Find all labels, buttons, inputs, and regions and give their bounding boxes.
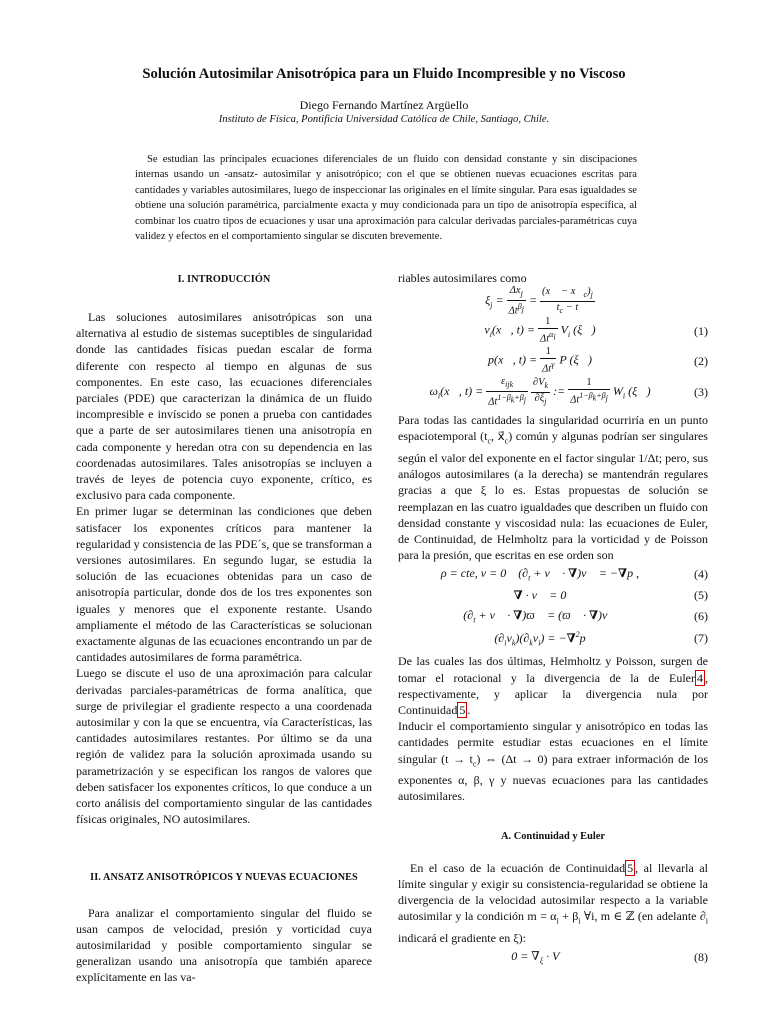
equation-number: (1) bbox=[694, 323, 708, 338]
equation-number: (5) bbox=[694, 587, 708, 602]
equation-4: ρ = cte, ν = 0 ($\partial_t$ + v⃗ · ∇)v⃗ = −∇p , (4) bbox=[440, 566, 708, 583]
equation-number: (2) bbox=[694, 353, 708, 368]
left-column bbox=[76, 270, 372, 1010]
continuity-paragraph: En el caso de la ecuación de Continuidad 5 , al llevarla al límite singular y exigir su consistencia-regularidad se obtiene la divergencia de la velocidad autosimilar respecto a la variable autosimilar y la condición $m = \alpha_i + \beta_i$ ∀i, m ∈ ℤ (en adelante $\partial_i$ indicará el gradiente en ξ): bbox=[398, 860, 709, 945]
equation-1: $v_i(x⃗$, t) = $\frac{1}{\Delta t^{\alpha_i}}$ $V_i$ (ξ⃗) (1) bbox=[484, 316, 708, 345]
ansatz-continuation: riables autosimilares como bbox=[398, 271, 527, 285]
right-column bbox=[398, 270, 708, 1010]
section-title-introduccion: I. INTRODUCCIÓN bbox=[177, 274, 271, 285]
equation-number: (6) bbox=[694, 608, 708, 623]
ansatz-paragraph-1: Para analizar el comportamiento singular del fluido se usan campos de velocidad, presión y vorticidad cuya autosimilaridad y posible comportamiento singular se generalizan usando una anisotropía que también aparece explícitamente en las va- bbox=[76, 905, 372, 985]
equation-5: ∇ · v⃗ = 0 (5) bbox=[513, 587, 708, 602]
equation-6: ($\partial_t$ + v⃗ · ∇)ϖ⃗ = (ϖ⃗ · ∇)v⃗ (6) bbox=[463, 608, 708, 625]
author-name: Diego Fernando Martínez Argüello bbox=[299, 98, 469, 112]
section-title-ansatz: II. ANSATZ ANISOTRÓPICOS Y NUEVAS ECUACIONES bbox=[90, 871, 358, 883]
equation-number: (8) bbox=[694, 949, 708, 964]
citation-link[interactable]: 5 bbox=[459, 703, 466, 718]
equation-8: $0 = \nabla_\xi$ · V⃗ (8) bbox=[511, 948, 708, 966]
subsection-title-continuidad: A. Continuidad y Euler bbox=[501, 830, 605, 842]
abstract: Se estudian las principales ecuaciones diferenciales de un fluido con densidad constante y sin discipaciones internas usando un -ansatz- autosimilar y anisotrópico; con el que se obtienen nuevas ecuaciones escritas para cantidades y variables autosimilares, luego de inspeccionar las originales en el límite singular. Para esas igualdades se obtiene una solución paramétrica, parcialmente exacta y muy condicionada para un tipo de anisotropía específica, al combinar los cuatro tipos de ecuaciones y usar una aproximación para calcular derivadas parciales-paramétricas cuya validez y efectos en el comportamiento singular se discuten brevemente. bbox=[135, 154, 637, 243]
equation-number: (4) bbox=[694, 566, 708, 581]
equation-3: $\omega_i(x⃗$, t) = $\frac{\varepsilon_{ijk}}{\Delta t^{1-\beta_k+\beta_j}}$ $\frac{\partial V_k}{\partial\xi_j}$ := $\frac{1}{\Delta t^{1-\beta_k+\beta_j}}$ $W_i$ (ξ⃗) (3) bbox=[429, 375, 708, 408]
equation-number: (7) bbox=[694, 630, 708, 645]
right-paragraph-3: Inducir el comportamiento singular y anisotrópico en todas las cantidades permite estudiar estas ecuaciones en el límite singular $(t \to t_c)$ ⇔ (Δt → 0) para extraer información de los exponentes α, β, γ y nuevas ecuaciones para las cantidades autosimilares. bbox=[398, 719, 708, 804]
citation-link[interactable]: 4 bbox=[697, 670, 703, 685]
citation-link[interactable]: 5 bbox=[627, 860, 634, 875]
intro-paragraph-2: En primer lugar se determinan las condiciones que deben satisfacer los exponentes críticos para mantener la regularidad y consistencia de las PDE´s, que se transforman a versiones autosimilares. En segundo lugar, se estudia la solución de las ecuaciones obtenidas para un caso de anisotropía particular, donde dos de los tres exponentes son iguales y menores que el exponente restante. Usando ampliamente el método de las Características se solucionan exactamente algunas de las ecuaciones encontrando un par de cantidades autosimilares de forma paramétrica. bbox=[76, 504, 372, 665]
equation-number: (3) bbox=[694, 384, 708, 399]
right-paragraph-1: Para todas las cantidades la singularidad ocurriría en un punto espaciotemporal ($t_c$, $x⃗_c$) común y algunas podrían ser singulares según el valor del exponente en el factor singular 1/Δt; pero, sus análogos autosimilares (a la derecha) se mantendrán regulares gracias a que ξ lo es. Estas propuestas de solución se reemplazan en las cuatro igualdades que describen un fluido con densidad constante y viscosidad nula: las ecuaciones de Euler, de Continuidad, de Helmholtz para la vorticidad y de Poisson para la presión, que escritas en ese orden son bbox=[398, 413, 708, 563]
equation-xi: $\xi_j$ = $\frac{\Delta x_j}{\Delta t^{\beta_j}}$ = $\frac{(x⃗ - x⃗_c)_j}{t_c - t}$ bbox=[485, 284, 593, 317]
intro-paragraph-1: Las soluciones autosimilares anisotrópicas son una alternativa al estudio de sistemas suceptibles de singularidad donde las cantidades físicas puedan escalar de forma diferente con respecto al tiempo en algunas de sus componentes. En este caso, las ecuaciones diferenciales parciales (PDE) que caracterizan la dinámica de un fluido incompresible e invíscido se ponen a prueba con cantidades que a parte de ser autosimilares tienen una anisotropía en cada componente y heredan otra con su dependencia en las coordenadas autosimilares. Tales anisotropías se incluyen a través de leyes de potencia cuyo exponente, crítico, es exclusivo para cada componente. bbox=[76, 310, 372, 503]
equation-2: p(x⃗, t) = $\frac{1}{\Delta t^\gamma}$ P (ξ⃗) (2) bbox=[488, 346, 708, 375]
author-affiliation: Instituto de Física, Pontificia Universidad Católica de Chile, Santiago, Chile. bbox=[218, 114, 550, 125]
intro-paragraph-3: Luego se discute el uso de una aproximación para calcular derivadas parciales-paramétricas de forma analítica, que surge de privilegiar el gradiente respecto a una coordenada autosimilar y con la que se encuentra, vía Características, las cantidades autosimilares restantes. Por último se da una región de validez para la solución aproximada usando su parametrización y se especifican los rangos de valores que deben satisfacer los exponentes críticos, lo que conduce a un corto análisis del comportamiento singular de las cantidades físicas originales, NO autosimilares. bbox=[76, 666, 372, 827]
right-paragraph-2: De las cuales las dos últimas, Helmholtz y Poisson, surgen de tomar el rotacional y la divergencia de la de Euler 4 , respectivamente, y aplicar la divergencia nula por Continuidad 5 . bbox=[398, 654, 708, 718]
equation-7: $(\partial_iv_k)(\partial_kv_i) = -\nabla^2p$ (7) bbox=[494, 629, 708, 648]
paper-title: Solución Autosimilar Anisotrópica para un Fluido Incompresible y no Viscoso bbox=[142, 66, 626, 82]
